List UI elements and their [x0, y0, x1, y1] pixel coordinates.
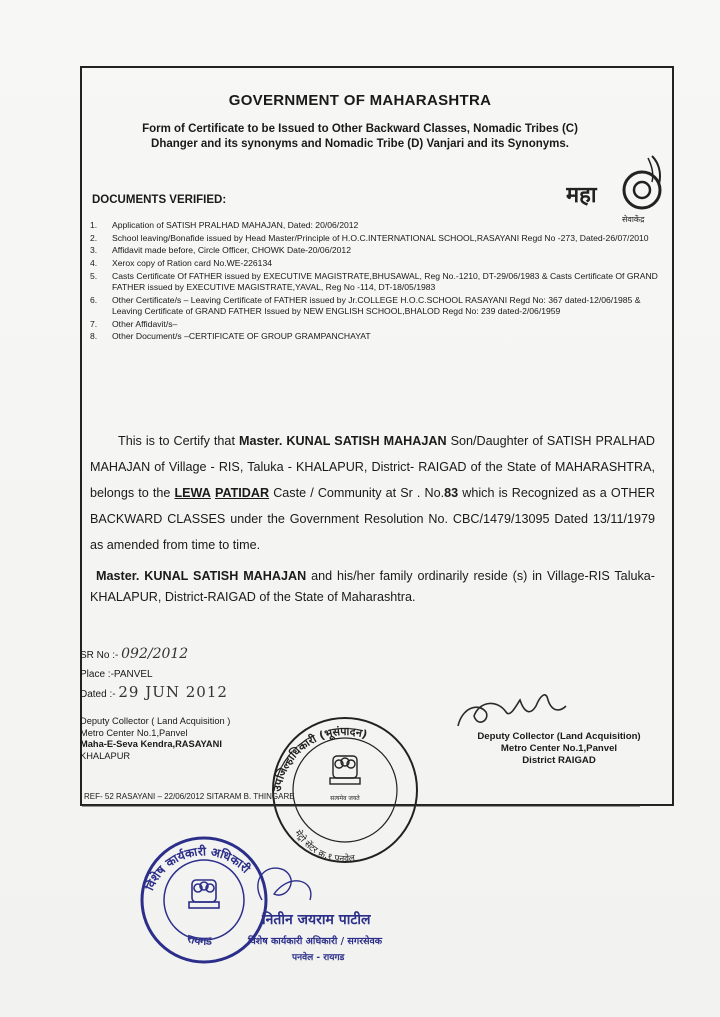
seal-top-text: उपजिल्हाधिकारी (भूसंपादन) — [270, 724, 369, 793]
svg-text:विशेष कार्यकारी अधिकारी / सगरस: विशेष कार्यकारी अधिकारी / सगरसेवक — [248, 936, 383, 947]
logo-text: महा — [566, 183, 597, 208]
officer-seal-bottom: रायगड — [185, 932, 213, 948]
seal-motto: सत्यमेव जयते — [330, 795, 360, 802]
certification-paragraph: This is to Certify that Master. KUNAL SATISH MAHAJAN Son/Daughter of SATISH PRALHAD MAHAJAN of Village - RIS, Taluka - KHALAPUR, District- RAIGAD of the State of MAHARASHTRA, belongs to the LEWA PATIDAR Caste / Community at Sr . No.83 which is Recognized as a OTHER BACKWARD CLASSES under the Government Resolution No. CBC/1479/13095 Dated 13/11/1979 as amended from time to time. — [90, 434, 656, 552]
list-item: 1. Application of SATISH PRALHAD MAHAJAN, Dated: 20/06/2012 — [90, 220, 359, 230]
sr-number-handwritten: 092/2012 — [121, 646, 189, 662]
svg-text:पनवेल - रायगड: पनवेल - रायगड — [292, 953, 345, 963]
officer-seal-text: विशेष कार्यकारी अधिकारी — [142, 844, 253, 893]
svg-text:नितीन जयराम पाटील: नितीन जयराम पाटील — [262, 912, 371, 928]
right-signatory-block: Deputy Collector (Land Acquisition) Metro Center No.1,Panvel District RAIGAD — [477, 731, 641, 766]
subtitle-line-2: Dhanger and its synonyms and Nomadic Tribe (D) Vanjari and its Synonyms. — [151, 138, 569, 150]
place: Place :-PANVEL — [80, 669, 153, 680]
list-item: 5. Casts Certificate Of FATHER issued by EXECUTIVE MAGISTRATE,BHUSAWAL, Reg No.-1210, DT-29/06/1983 & Casts Certificate Of GRAND FATHER issued by EXECUTIVE MAGISTRATE,YAVAL, Reg No -114, DT-18/05/1983 — [90, 270, 658, 293]
logo-subtext: सेवाकेंद्र — [622, 215, 645, 224]
serial-number: 83 — [444, 486, 459, 500]
list-item: 6. Other Certificate/s – Leaving Certificate of FATHER issued by Jr.COLLEGE H.O.C.SCHOOL RASAYANI Regd No: 367 dated-12/06/1985 & Leaving Certificate of GRAND FATHER Issued by NEW ENGLISH SCHOOL,BHALOD Regd No: 239 dated-2/06/1959 — [90, 294, 641, 316]
date: Dated :- 29 JUN 2012 — [80, 683, 228, 701]
list-item: 4. Xerox copy of Ration card No.WE-226134 — [90, 258, 273, 269]
maha-seva-logo — [566, 150, 666, 230]
candidate-name-2: Master. KUNAL SATISH MAHAJAN — [96, 569, 307, 583]
date-stamp: 29 JUN 2012 — [118, 683, 228, 701]
documents-title: DOCUMENTS VERIFIED: — [92, 194, 227, 206]
caste-name-2: PATIDAR — [214, 486, 270, 500]
list-item: 2. School leaving/Bonafide issued by Head Master/Principle of H.O.C.INTERNATIONAL SCHOOL,RASAYANI Regd No -273, Dated-26/07/2010 — [90, 232, 649, 243]
left-signatory-block: Deputy Collector ( Land Acquisition ) Metro Center No.1,Panvel Maha-E-Seva Kendra,RASAYANI KHALAPUR — [80, 716, 231, 761]
list-item: 7. Other Affidavit/s– — [90, 318, 178, 329]
sr-number: SR No :- 092/2012 — [80, 646, 189, 662]
subtitle-line-1: Form of Certificate to be Issued to Other Backward Classes, Nomadic Tribes (C) — [142, 123, 578, 135]
caste-name-1: LEWA — [174, 486, 211, 500]
residence-paragraph: Master. KUNAL SATISH MAHAJAN and his/her family ordinarily reside (s) in Village-RIS Taluka-KHALAPUR, District-RAIGAD of the State of Maharashtra. — [90, 569, 655, 604]
reference-line: REF- 52 RASAYANI – 22/06/2012 SITARAM B. THINGARE — [84, 792, 295, 801]
page-title: GOVERNMENT OF MAHARASHTRA — [228, 92, 492, 109]
list-item: 3. Affidavit made before, Circle Officer, CHOWK Date-20/06/2012 — [90, 245, 351, 256]
seal-bottom-text: मेट्रो सेंटर क्र.१ पनवेल — [292, 828, 356, 865]
documents-list — [90, 220, 665, 344]
candidate-name: Master. KUNAL SATISH MAHAJAN — [238, 434, 447, 448]
form-subtitle — [0, 122, 720, 152]
list-item: 8. Other Document/s –CERTIFICATE OF GROUP GRAMPANCHAYAT — [90, 331, 371, 342]
